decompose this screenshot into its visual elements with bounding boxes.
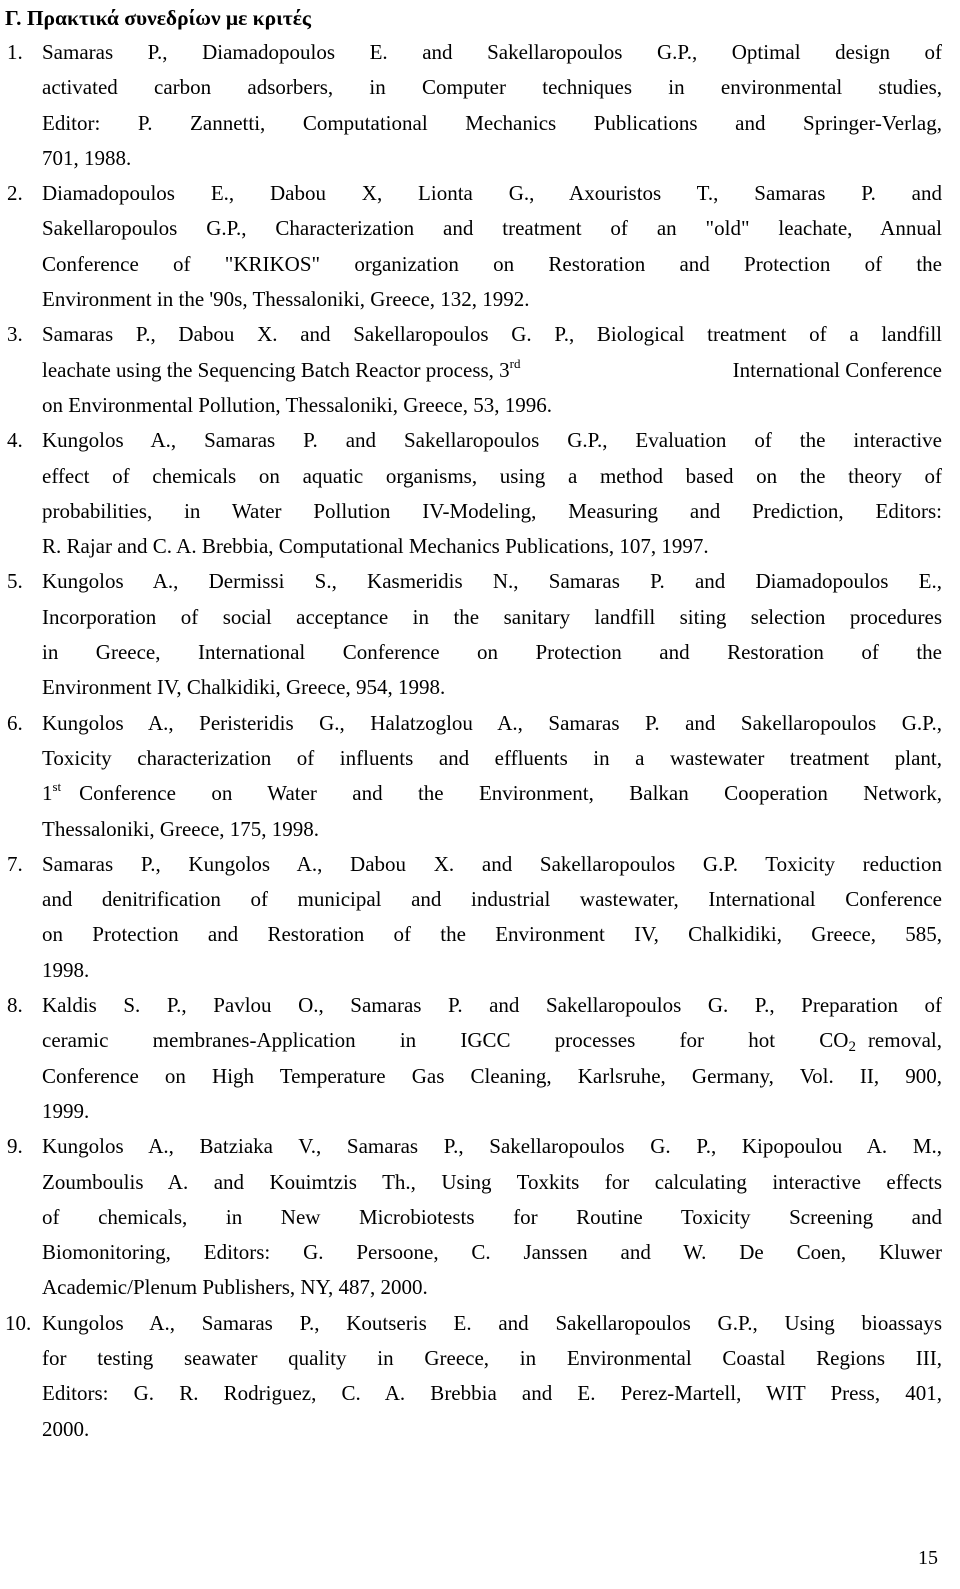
reference-number: 10. [5, 1310, 32, 1335]
reference-line: Zoumboulis A. and Kouimtzis Th., Using Toxkits for calculating interactive effects [42, 1169, 942, 1194]
reference-number: 8. [7, 993, 23, 1018]
reference-line: 1999. [42, 1098, 90, 1123]
reference-line: Environment IV, Chalkidiki, Greece, 954, 1998. [42, 675, 446, 700]
reference-item [0, 1306, 960, 1447]
reference-line: Kungolos A., Dermissi S., Kasmeridis N., Samaras P. and Diamadopoulos E., [42, 569, 942, 594]
reference-line: Kungolos A., Peristeridis G., Halatzoglou A., Samaras P. and Sakellaropoulos G.P., [42, 710, 942, 735]
reference-item [0, 988, 960, 1129]
reference-line: ceramic membranes-Application in IGCC processes for hot CO $_2$ removal, [42, 1028, 942, 1056]
reference-item [0, 706, 960, 847]
reference-item [0, 1129, 960, 1305]
reference-line: Kungolos A., Samaras P., Koutseris E. and Sakellaropoulos G.P., Using bioassays [42, 1310, 942, 1335]
reference-line: of chemicals, in New Microbiotests for Routine Toxicity Screening and [42, 1204, 942, 1229]
reference-line: in Greece, International Conference on Protection and Restoration of the [42, 640, 942, 665]
reference-line: leachate using the Sequencing Batch Reactor process, 3rd International Conference [42, 355, 942, 382]
reference-line: 1st Conference on Water and the Environment, Balkan Cooperation Network, [42, 779, 942, 806]
reference-number: 9. [7, 1134, 23, 1159]
reference-item [0, 564, 960, 705]
reference-line: Toxicity characterization of influents and effluents in a wastewater treatment plant, [42, 745, 942, 770]
reference-line: Sakellaropoulos G.P., Characterization and treatment of an "old" leachate, Annual [42, 216, 942, 241]
reference-line: Kaldis S. P., Pavlou O., Samaras P. and Sakellaropoulos G. P., Preparation of [42, 993, 942, 1018]
reference-line: Conference of "KRIKOS" organization on Restoration and Protection of the [42, 251, 942, 276]
reference-line: 2000. [42, 1416, 90, 1441]
reference-line: Conference on High Temperature Gas Cleaning, Karlsruhe, Germany, Vol. II, 900, [42, 1063, 942, 1088]
reference-item [0, 847, 960, 988]
reference-line: 701, 1988. [42, 145, 132, 170]
page-number: 15 [918, 1547, 938, 1569]
reference-line: and denitrification of municipal and industrial wastewater, International Conference [42, 887, 942, 912]
reference-line: Kungolos A., Samaras P. and Sakellaropoulos G.P., Evaluation of the interactive [42, 428, 942, 453]
reference-number: 3. [7, 322, 23, 347]
reference-number: 7. [7, 851, 23, 876]
superscript-rd: rd [509, 355, 521, 371]
reference-line: for testing seawater quality in Greece, in Environmental Coastal Regions III, [42, 1345, 942, 1370]
reference-item [0, 176, 960, 317]
reference-line: 1998. [42, 957, 90, 982]
reference-line: Biomonitoring, Editors: G. Persoone, C. Janssen and W. De Coen, Kluwer [42, 1240, 942, 1265]
reference-number: 1. [7, 40, 23, 64]
reference-line: effect of chemicals on aquatic organisms, using a method based on the theory of [42, 463, 942, 488]
reference-item [0, 35, 960, 176]
reference-line: Diamadopoulos E., Dabou X, Lionta G., Axouristos T., Samaras P. and [42, 181, 942, 206]
reference-line: Environment in the '90s, Thessaloniki, Greece, 132, 1992. [42, 287, 530, 312]
reference-line: Samaras P., Diamadopoulos E. and Sakellaropoulos G.P., Optimal design of [42, 40, 942, 64]
section-heading: Γ. Πρακτικά συνεδρίων με κριτές [5, 6, 311, 30]
reference-line: Samaras P., Kungolos A., Dabou X. and Sakellaropoulos G.P. Toxicity reduction [42, 851, 942, 876]
reference-item [0, 423, 960, 564]
reference-line: on Environmental Pollution, Thessaloniki, Greece, 53, 1996. [42, 392, 552, 417]
reference-line: Editors: G. R. Rodriguez, C. A. Brebbia and E. Perez-Martell, WIT Press, 401, [42, 1381, 942, 1406]
reference-line: probabilities, in Water Pollution IV-Modeling, Measuring and Prediction, Editors: [42, 498, 942, 523]
reference-number: 6. [7, 710, 23, 735]
reference-number: 2. [7, 181, 23, 206]
reference-number: 5. [7, 569, 23, 594]
reference-line: Samaras P., Dabou X. and Sakellaropoulos G. P., Biological treatment of a landfill [42, 322, 942, 347]
reference-line: Kungolos A., Batziaka V., Samaras P., Sakellaropoulos G. P., Kipopoulou A. M., [42, 1134, 942, 1159]
reference-line: R. Rajar and C. A. Brebbia, Computational Mechanics Publications, 107, 1997. [42, 534, 709, 559]
reference-list [0, 35, 960, 1447]
subscript-2: 2 [848, 1039, 856, 1056]
reference-line: Incorporation of social acceptance in the sanitary landfill siting selection procedures [42, 604, 942, 629]
reference-line: Editor: P. Zannetti, Computational Mechanics Publications and Springer-Verlag, [42, 110, 942, 135]
reference-line: on Protection and Restoration of the Environment IV, Chalkidiki, Greece, 585, [42, 922, 942, 947]
reference-line: activated carbon adsorbers, in Computer techniques in environmental studies, [42, 75, 942, 100]
reference-item [0, 317, 960, 423]
reference-line: Thessaloniki, Greece, 175, 1998. [42, 816, 320, 841]
reference-number: 4. [7, 428, 23, 453]
reference-line: Academic/Plenum Publishers, NY, 487, 2000. [42, 1275, 428, 1300]
superscript-st: st [52, 779, 62, 795]
